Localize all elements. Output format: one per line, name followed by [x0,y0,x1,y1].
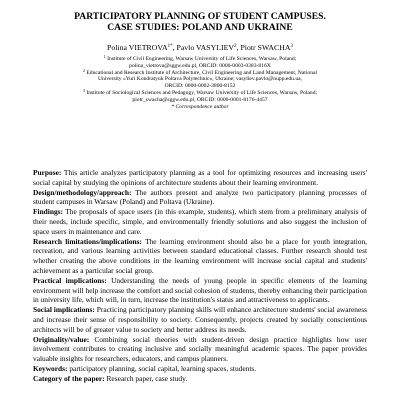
affiliation-line: Educational and Research Institute of Architecture, Civil Engineering and Land Management, National [86,69,318,76]
author-list [0,43,400,52]
affiliation-line: Institute of Sociological Sciences and Pedagogy, Warsaw University of Life Sciences, Warsaw, Poland; [86,89,318,96]
abstract-design [33,188,367,208]
section-label: Originality/value: [33,334,90,344]
section-text: Understanding the needs of young people in specific elements of the learning environment will help increase the comfort and social cohesion of students, thereby enhancing their participation in university life, which will, in turn, increase the institution's status and attractiveness to applicants. [33,275,367,305]
section-label: Keywords: [33,363,68,373]
abstract-limitations [33,237,367,276]
section-label: Research limitations/implications: [33,236,142,246]
affiliations [40,56,360,110]
author-separator: , [236,43,241,52]
section-text: Practicing participatory planning skills will enhance architecture students' social awareness and increase their sense of responsibility to society. Consequently, projects created by socially conscientious architects will be of greater value to society and better address its needs. [33,305,367,334]
abstract-category [33,374,367,384]
title-line-1: PARTICIPATORY PLANNING OF STUDENT CAMPUSES. [74,11,326,22]
abstract-findings [33,207,367,236]
section-label: Practical implications: [33,275,107,285]
title-line-2: CASE STUDIES: POLAND AND UKRAINE [107,22,293,33]
section-label: Category of the paper: [33,373,105,383]
section-label: Findings: [33,207,63,217]
section-text: This article analyzes participatory planning as a tool for optimizing resources and increasing users' social capital by studying the opinions of architecture students about their learning environment. [33,168,367,187]
author-superscript: 3 [290,44,293,49]
section-text: participatory planning, social capital, learning spaces, students. [67,363,257,373]
section-text: Research paper, case study. [104,373,188,383]
abstract-keywords [33,364,367,374]
section-label: Social implications: [33,305,95,315]
affiliation-line: University «Yuri Kondratyuk Poltava Polytechnic», Ukraine; vasyliev.pavlo@nupp.edu.ua, [97,76,303,83]
affiliation-superscript: 1 [103,54,106,59]
affiliation-superscript: 2 [82,67,85,73]
affiliation-1 [40,56,360,70]
paper-title [0,11,400,33]
section-text: The proposals of space users (in this example, students), which stem from a preliminary analysis of their needs, include specific, simple, and environmentally friendly solutions and also suggest the inclusion of space users in maintenance and care. [33,207,367,236]
affiliation-2 [40,67,360,90]
abstract-originality [33,335,367,364]
affiliation-line: piotr_swacha@sggw.edu.pl, ORCID: 0000-0001-8176-4457 [132,96,268,103]
affiliation-line: polina_vietrova@sggw.edu.pl, ORCID: 0000-0003-0383-816X [129,62,271,69]
affiliation-line: Institute of Civil Engineering, Warsaw University of Life Sciences, Warsaw, Poland; [107,56,297,62]
section-text: The learning environment should also be a place for youth integration, recreation, and various learning activities between standard educational classes. Further research should test whether creating the above conditions in the learning environment will increase social capital and students' achievement as a particular social group. [33,236,367,275]
section-label: Purpose: [33,168,62,177]
author-name: Polina VIETROVA [107,43,168,52]
abstract-practical [33,276,367,305]
affiliation-line: ORCID: 0000-0002-3800-8152 [164,83,236,90]
abstract [33,168,367,384]
abstract-purpose [33,168,367,188]
author-superscript: 1* [167,44,173,49]
affiliation-superscript: 3 [82,87,85,93]
section-text: Combining social theories with student-driven design practice highlights how user involvement contributes to creating inclusive and socially meaningful academic spaces. The paper provides valuable insights for researchers, educators, and campus planners. [33,334,367,364]
abstract-social [33,305,367,334]
section-text: The authors present and analyze two participatory planning processes of student campuses in Warsaw (Poland) and Poltava (Ukraine). [33,187,367,207]
section-label: Design/methodology/approach: [33,187,132,197]
author-superscript: 2 [234,44,237,49]
author-name: Piotr SWACHA [240,43,291,52]
affiliation-3 [40,87,360,104]
author-separator: , [172,43,177,52]
author-name: Pavlo VASYLIEV [176,43,235,52]
correspondence-note: * Correspondence author [171,103,229,110]
